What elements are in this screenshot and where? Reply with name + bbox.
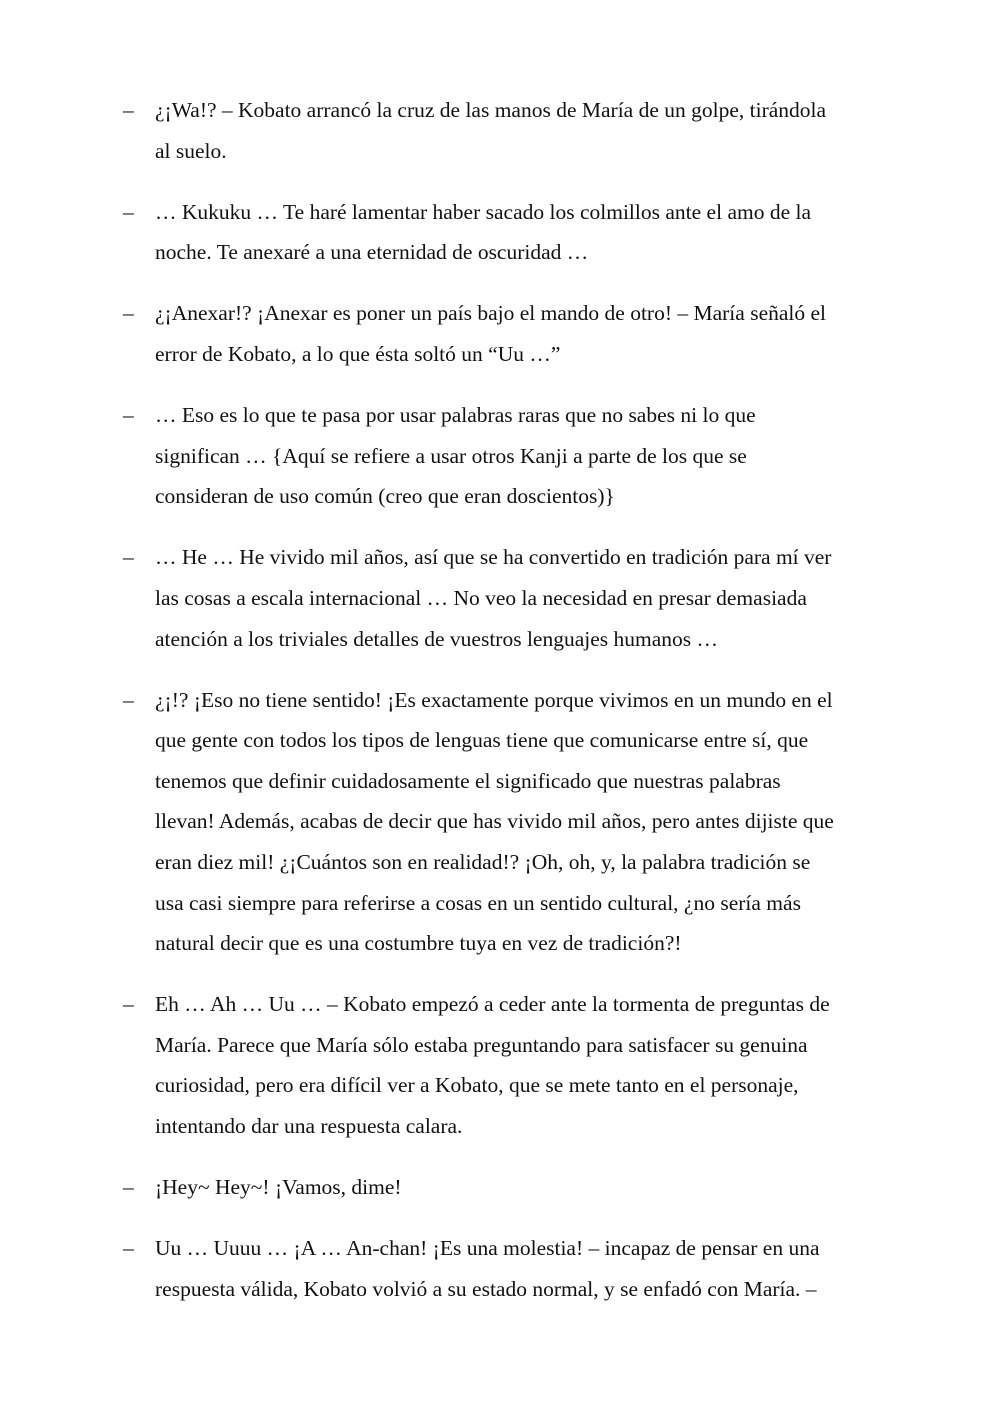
dash-bullet: – <box>123 687 134 712</box>
dialogue-paragraph <box>0 537 910 659</box>
dialogue-paragraph <box>0 90 910 171</box>
dialogue-paragraph <box>0 293 910 374</box>
dash-bullet: – <box>123 403 134 428</box>
text-line: usa casi siempre para referirse a cosas en un sentido cultural, ¿no sería más <box>155 890 801 915</box>
dash-bullet: – <box>123 301 134 326</box>
text-line: llevan! Además, acabas de decir que has vivido mil años, pero antes dijiste que <box>155 809 834 834</box>
dash-bullet: – <box>123 98 134 122</box>
text-line: tenemos que definir cuidadosamente el significado que nuestras palabras <box>155 768 781 793</box>
text-line: intentando dar una respuesta calara. <box>155 1114 463 1139</box>
text-line: que gente con todos los tipos de lenguas tiene que comunicarse entre sí, que <box>155 728 809 753</box>
text-line: Uu … Uuuu … ¡A … An-chan! ¡Es una molestia! – incapaz de pensar en una <box>155 1236 820 1261</box>
text-line: Eh … Ah … Uu … – Kobato empezó a ceder ante la tormenta de preguntas de <box>155 992 830 1017</box>
dialogue-paragraph <box>0 395 910 517</box>
text-line: error de Kobato, a lo que ésta soltó un “Uu …” <box>155 341 561 366</box>
text-line: … He … He vivido mil años, así que se ha convertido en tradición para mí ver <box>155 545 832 570</box>
text-line: ¿¡Anexar!? ¡Anexar es poner un país bajo el mando de otro! – María señaló el <box>155 301 827 326</box>
text-line: significan … {Aquí se refiere a usar otros Kanji a parte de los que se <box>155 443 747 468</box>
dash-bullet: – <box>123 199 134 224</box>
dash-bullet: – <box>123 1236 134 1261</box>
text-line: consideran de uso común (creo que eran doscientos)} <box>155 484 615 509</box>
dash-bullet: – <box>123 1175 134 1200</box>
text-line: ¡Hey~ Hey~! ¡Vamos, dime! <box>155 1175 402 1200</box>
text-line: las cosas a escala internacional … No veo la necesidad en presar demasiada <box>155 585 807 610</box>
text-line: eran diez mil! ¿¡Cuántos son en realidad!? ¡Oh, oh, y, la palabra tradición se <box>155 850 811 874</box>
text-line: … Kukuku … Te haré lamentar haber sacado los colmillos ante el amo de la <box>155 199 812 224</box>
dash-bullet: – <box>123 992 134 1017</box>
text-line: atención a los triviales detalles de vuestros lenguajes humanos … <box>155 626 719 651</box>
text-line: noche. Te anexaré a una eternidad de oscuridad … <box>155 240 589 265</box>
dialogue-paragraph <box>0 192 910 273</box>
text-line: ¿¡!? ¡Eso no tiene sentido! ¡Es exactamente porque vivimos en un mundo en el <box>155 687 833 712</box>
dialogue-paragraph <box>0 1228 910 1309</box>
dialogue-paragraph <box>0 680 910 964</box>
text-line: María. Parece que María sólo estaba preguntando para satisfacer su genuina <box>155 1032 808 1057</box>
dash-bullet: – <box>123 545 134 570</box>
text-line: ¿¡Wa!? – Kobato arrancó la cruz de las manos de María de un golpe, tirándola <box>155 98 827 122</box>
text-line: curiosidad, pero era difícil ver a Kobato, que se mete tanto en el personaje, <box>155 1073 799 1098</box>
text-line: … Eso es lo que te pasa por usar palabras raras que no sabes ni lo que <box>155 403 756 428</box>
dialogue-paragraph <box>0 984 910 1146</box>
dialogue-paragraph <box>0 1167 910 1208</box>
text-line: respuesta válida, Kobato volvió a su estado normal, y se enfadó con María. – <box>155 1276 817 1301</box>
text-line: al suelo. <box>155 138 227 163</box>
text-line: natural decir que es una costumbre tuya en vez de tradición?! <box>155 931 682 956</box>
